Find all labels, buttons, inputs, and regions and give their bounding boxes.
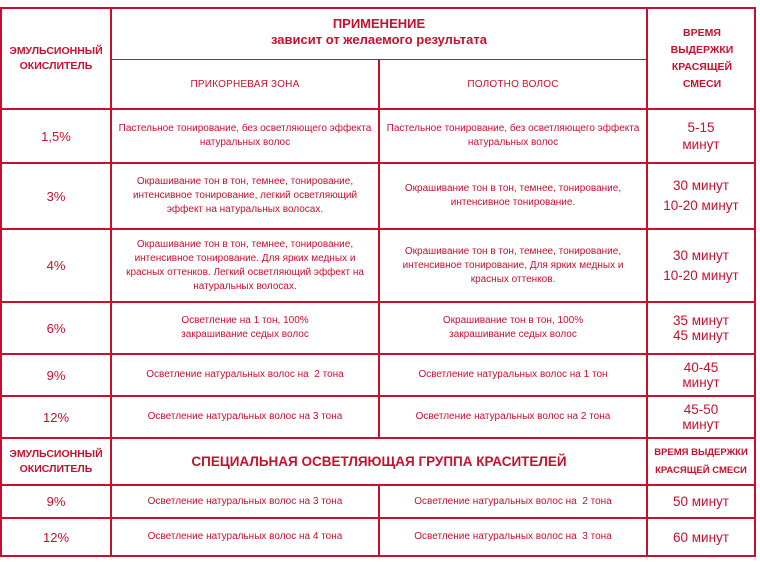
oxidant-cell: 3% — [46, 188, 66, 204]
length-cell: Осветление натуральных волос на 1 тон — [418, 369, 608, 380]
time-cell: 45-50 минут — [682, 402, 720, 432]
root-cell: Пастельное тонирование, без осветляющего эффекта натуральных волос — [118, 123, 372, 148]
root-cell: Окрашивание тон в тон, темнее, тонирование, интенсивное тонирование. Для ярких медных и красных оттенков. Легкий осветляющий эффект на натуральных волосах. — [126, 238, 364, 292]
time-cell: 60 минут — [673, 529, 729, 545]
oxidant-cell: 4% — [46, 258, 66, 273]
time-cell: 35 минут 45 минут — [673, 313, 729, 343]
oxidant-cell: 1,5% — [41, 128, 71, 144]
time-cell: 30 минут 10-20 минут — [663, 247, 739, 283]
root-cell: Осветление на 1 тон, 100% закрашивание седых волос — [181, 315, 309, 340]
application-subtitle: зависит от желаемого результата — [271, 32, 487, 47]
root-zone-header: ПРИКОРНЕВАЯ ЗОНА — [190, 78, 300, 90]
root-cell: Окрашивание тон в тон, темнее, тонирование, интенсивное тонирование, легкий осветляющий эффект на натуральных волосах. — [132, 176, 358, 215]
length-cell: Осветление натуральных волос на 3 тона — [414, 531, 612, 542]
oxidant-header: ЭМУЛЬСИОННЫЙ ОКИСЛИТЕЛЬ — [9, 44, 103, 72]
root-cell: Осветление натуральных волос на 2 тона — [146, 369, 344, 380]
special-exposure-header: ВРЕМЯ ВЫДЕРЖКИ КРАСЯЩЕЙ СМЕСИ — [654, 446, 748, 476]
hair-length-header: ПОЛОТНО ВОЛОС — [467, 78, 559, 90]
oxidant-cell: 9% — [46, 367, 66, 383]
special-oxidant-header: ЭМУЛЬСИОННЫЙ ОКИСЛИТЕЛЬ — [9, 447, 103, 475]
special-title: СПЕЦИАЛЬНАЯ ОСВЕТЛЯЮЩАЯ ГРУППА КРАСИТЕЛЕЙ — [191, 454, 567, 469]
length-cell: Окрашивание тон в тон, темнее, тонирование, интенсивное тонирование. — [404, 183, 622, 208]
exposure-time-header: ВРЕМЯ ВЫДЕРЖКИ КРАСЯЩЕЙ СМЕСИ — [670, 26, 734, 90]
length-cell: Пастельное тонирование, без осветляющего эффекта натуральных волос — [386, 123, 640, 148]
length-cell: Осветление натуральных волос на 2 тона — [415, 411, 611, 422]
time-cell: 50 минут — [673, 494, 729, 509]
time-cell: 5-15 минут — [682, 120, 720, 152]
oxidant-cell: 12% — [42, 529, 70, 545]
root-cell: Осветление натуральных волос на 4 тона — [147, 531, 343, 542]
border-top — [0, 7, 756, 9]
length-cell: Окрашивание тон в тон, темнее, тонирование, интенсивное тонирование, Для ярких медных и красных оттенков. — [402, 245, 624, 285]
oxidant-cell: 12% — [42, 409, 70, 425]
oxidant-cell: 6% — [46, 320, 66, 336]
oxidant-cell: 9% — [46, 494, 66, 509]
border-right — [754, 7, 756, 557]
time-cell: 30 минут 10-20 минут — [663, 178, 739, 213]
root-cell: Осветление натуральных волос на 3 тона — [147, 411, 343, 422]
time-cell: 40-45 минут — [682, 360, 720, 390]
length-cell: Осветление натуральных волос на 2 тона — [414, 495, 612, 507]
length-cell: Окрашивание тон в тон, 100% закрашивание седых волос — [442, 315, 584, 340]
application-title: ПРИМЕНЕНИЕ — [332, 16, 426, 31]
root-cell: Осветление натуральных волос на 3 тона — [147, 495, 343, 507]
